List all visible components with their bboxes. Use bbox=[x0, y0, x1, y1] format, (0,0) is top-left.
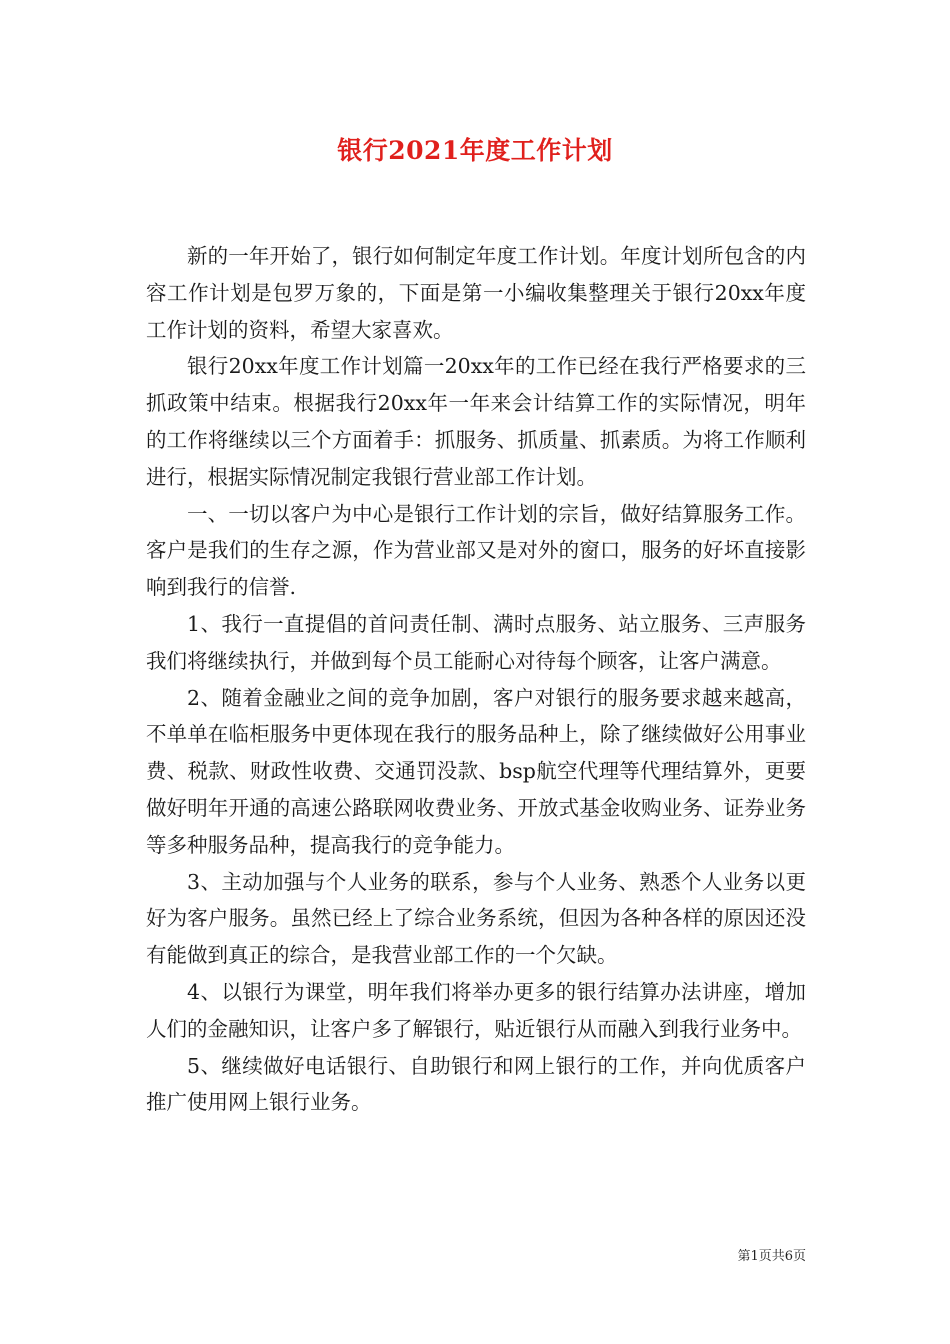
document-body bbox=[146, 238, 806, 1121]
paragraph-item-5: 5、继续做好电话银行、自助银行和网上银行的工作，并向优质客户推广使用网上银行业务。 bbox=[146, 1053, 806, 1115]
paragraph-plan-overview: 银行20xx年度工作计划篇一20xx年的工作已经在我行严格要求的三抓政策中结束。根据我行20xx年一年来会计结算工作的实际情况，明年的工作将继续以三个方面着手：抓服务、抓质量、抓素质。为将工作顺利进行，根据实际情况制定我银行营业部工作计划。 bbox=[146, 354, 806, 489]
paragraph-item-3: 3、主动加强与个人业务的联系，参与个人业务、熟悉个人业务以更好为客户服务。虽然已经上了综合业务系统，但因为各种各样的原因还没有能做到真正的综合，是我营业部工作的一个欠缺。 bbox=[146, 869, 806, 968]
paragraph-item-4: 4、以银行为课堂，明年我们将举办更多的银行结算办法讲座，增加人们的金融知识，让客户多了解银行，贴近银行从而融入到我行业务中。 bbox=[146, 979, 806, 1041]
page-number-footer: 第1页共6页 bbox=[737, 1249, 806, 1264]
paragraph-item-2: 2、随着金融业之间的竞争加剧，客户对银行的服务要求越来越高，不单单在临柜服务中更体现在我行的服务品种上，除了继续做好公用事业费、税款、财政性收费、交通罚没款、bsp航空代理等代理结算外，更要做好明年开通的高速公路联网收费业务、开放式基金收购业务、证券业务等多种服务品种，提高我行的竞争能力。 bbox=[146, 685, 806, 857]
paragraph-item-1: 1、我行一直提倡的首问责任制、满时点服务、站立服务、三声服务我们将继续执行，并做到每个员工能耐心对待每个顾客，让客户满意。 bbox=[146, 611, 806, 673]
paragraph-intro: 新的一年开始了，银行如何制定年度工作计划。年度计划所包含的内容工作计划是包罗万象的，下面是第一小编收集整理关于银行20xx年度工作计划的资料，希望大家喜欢。 bbox=[146, 244, 806, 342]
paragraph-section-one: 一、一切以客户为中心是银行工作计划的宗旨，做好结算服务工作。客户是我们的生存之源，作为营业部又是对外的窗口，服务的好坏直接影响到我行的信誉. bbox=[146, 501, 806, 600]
document-title: 银行2021年度工作计划 bbox=[337, 136, 613, 165]
